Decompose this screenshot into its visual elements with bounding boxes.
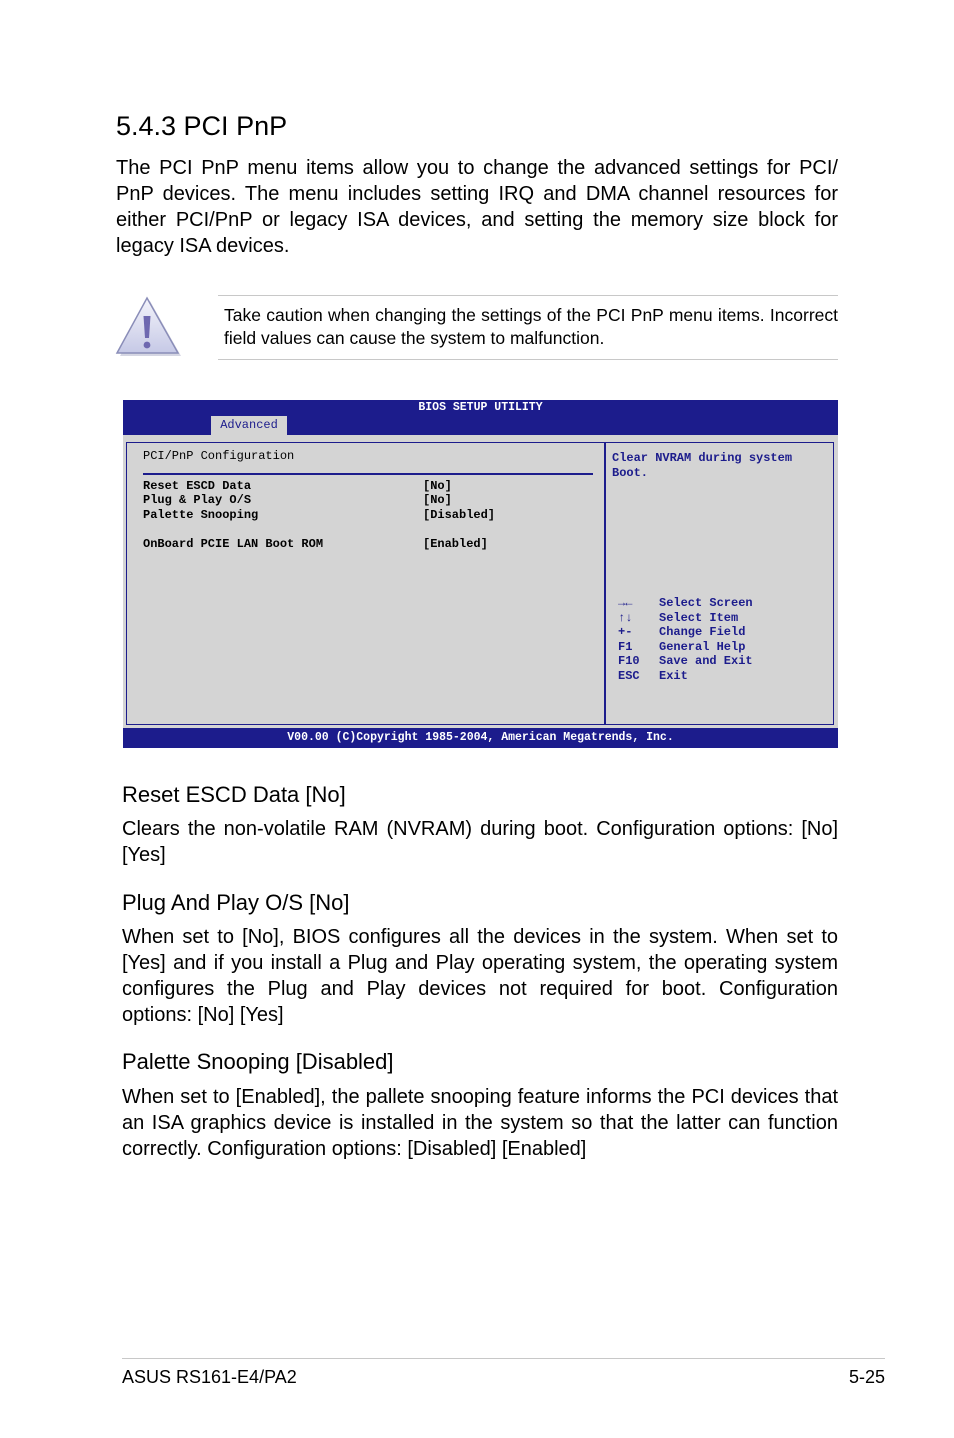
bios-key-legend xyxy=(618,596,828,683)
bios-item-label: OnBoard PCIE LAN Boot ROM xyxy=(143,536,324,551)
item-title-palette-snooping: Palette Snooping [Disabled] xyxy=(122,1049,394,1074)
bios-divider-rule xyxy=(143,473,593,475)
bios-item-lan-boot-rom[interactable] xyxy=(143,537,593,552)
bios-screenshot xyxy=(123,400,838,748)
footer-page-number: 5-25 xyxy=(848,1367,885,1387)
item-body-palette-snooping: When set to [Enabled], the pallete snooping feature informs the PCI devices that an ISA graphics device is installed in the system so that the latter can function correctly. Configuration options: [Disabled] [Enabled] xyxy=(122,1086,838,1160)
item-title-plug-and-play: Plug And Play O/S [No] xyxy=(122,890,350,915)
bios-frame xyxy=(126,442,834,725)
bios-title-bar xyxy=(123,400,838,435)
tab-advanced[interactable]: Advanced xyxy=(211,416,287,435)
bios-copyright-bar: V00.00 (C)Copyright 1985-2004, American Megatrends, Inc. xyxy=(123,728,838,748)
key-legend-row: ↑↓ Select Item xyxy=(618,610,739,625)
caution-text: Take caution when changing the settings of the PCI PnP menu items. Incorrect field values can cause the system to malfunction. xyxy=(224,305,838,348)
key-arrows-lr-icon: →← xyxy=(618,596,633,610)
item-body-reset-escd: Clears the non-volatile RAM (NVRAM) during boot. Configuration options: [No] [Yes] xyxy=(122,818,838,866)
bios-body xyxy=(123,435,838,728)
warning-triangle-icon xyxy=(114,296,184,360)
bios-item-palette-snooping[interactable] xyxy=(143,508,593,523)
key-legend-row: ESC Exit xyxy=(618,668,688,683)
key-legend-row: F1 General Help xyxy=(618,639,746,654)
intro-paragraph: The PCI PnP menu items allow you to change the advanced settings for PCI/ PnP devices. The menu includes setting IRQ and DMA channel resources for either PCI/PnP or legacy ISA devices, and setting the memory size block for legacy ISA devices. xyxy=(116,157,838,257)
key-arrows-ud-icon: ↑↓ xyxy=(618,610,633,625)
bios-menu-panel xyxy=(143,449,593,551)
bios-item-value[interactable]: [No] xyxy=(423,478,452,493)
footer-model: ASUS RS161-E4/PA2 xyxy=(122,1367,297,1387)
bios-item-value[interactable]: [Disabled] xyxy=(423,507,496,522)
bios-item-label: Reset ESCD Data xyxy=(143,478,252,493)
key-legend-row: +- Change Field xyxy=(618,625,746,639)
bios-panel-divider xyxy=(604,443,606,724)
bios-item-value[interactable]: [Enabled] xyxy=(423,536,488,551)
key-legend-row: F10 Save and Exit xyxy=(618,654,753,668)
section-title: 5.4.3 PCI PnP xyxy=(116,111,288,141)
bios-help-text: Clear NVRAM during system Boot. xyxy=(612,451,793,480)
bios-item-value[interactable]: [No] xyxy=(423,493,452,507)
item-body-plug-and-play: When set to [No], BIOS configures all the devices in the system. When set to [Yes] and if you install a Plug and Play operating system, the operating system configures the Plug and Play devices not required for boot. Configuration options: [No] [Yes] xyxy=(122,926,838,1026)
bios-item-plug-and-play[interactable] xyxy=(143,493,593,508)
bios-title: BIOS SETUP UTILITY xyxy=(418,401,543,414)
caution-note xyxy=(218,295,838,360)
bios-item-label: Plug & Play O/S xyxy=(143,493,252,507)
item-title-reset-escd: Reset ESCD Data [No] xyxy=(122,782,346,807)
key-legend-row: →← Select Screen xyxy=(618,596,753,610)
bios-item-reset-escd[interactable] xyxy=(143,479,593,494)
bios-section-header: PCI/PnP Configuration xyxy=(143,449,295,463)
footer-rule xyxy=(122,1358,885,1359)
bios-item-label: Palette Snooping xyxy=(143,507,259,522)
